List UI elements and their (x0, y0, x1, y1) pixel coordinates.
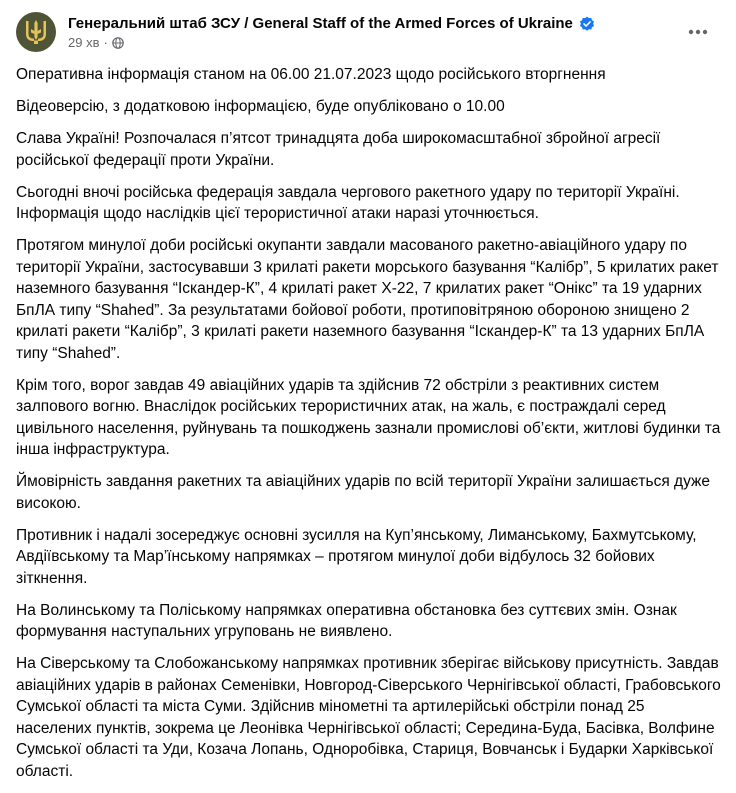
verified-badge-icon (579, 16, 595, 32)
post-paragraph: Протягом минулої доби російські окупанти завдали масованого ракетно-авіаційного удару по території України, застосувавши 3 крилаті ракети морського базування “Калібр”, 5 крилатих ракет наземного базування “Іскандер-К”, 4 крилаті ракет Х-22, 7 крилатих ракет “Онікс” та 19 ударних БпЛА типу “Shahed”. За результатами бойової роботи, протиповітряною обороною знищено 2 крилаті ракети “Калібр”, 3 крилаті ракети наземного базування “Іскандер-К” та 13 ударних БпЛА типу “Shahed”. (16, 237, 719, 362)
post-header (16, 12, 720, 56)
more-options-button[interactable] (680, 14, 716, 50)
post-author[interactable] (68, 14, 595, 34)
post-body (16, 64, 722, 793)
globe-icon (112, 37, 124, 49)
post-paragraph: Відеоверсію, з додатковою інформацією, буде опубліковано о 10.00 (16, 98, 505, 115)
more-options-icon (688, 29, 708, 35)
post-author-name[interactable]: Генеральний штаб ЗСУ / General Staff of the Armed Forces of Ukraine (68, 15, 573, 32)
post-paragraph: На Волинському та Поліському напрямках оперативна обстановка без суттєвих змін. Ознак формування наступальних угруповань не виявлено. (16, 601, 677, 640)
post-paragraph: Ймовірність завдання ракетних та авіаційних ударів по всій території України залишається дуже високою. (16, 473, 710, 512)
post-timestamp[interactable]: 29 хв (68, 35, 100, 50)
post-paragraph: На Сіверському та Слобожанському напрямках противник зберігає військову присутність. Завдав авіаційних ударів в районах Семенівки, Новгород-Сіверського Чернігівської області, Грабовського Сумської області та міста Суми. Здійснив мінометні та артилерійські обстріли понад 25 населених пунктів, зокрема це Леонівка Чернігівської області; Серединa-Буда, Басівка, Волфине Сумської області та Уди, Козача Лопань, Одноробівка, Стариця, Вовчанськ і Бударки Харківської області. (16, 655, 721, 780)
post-paragraph: Крім того, ворог завдав 49 авіаційних ударів та здійснив 72 обстріли з реактивних систем залпового вогню. Внаслідок російських терористичних атак, на жаль, є постраждалі серед цивільного населення, руйнувань та пошкоджень зазнали промислові об’єкти, житлові будинки та інша інфраструктура. (16, 376, 721, 458)
post-meta (68, 35, 124, 51)
post-paragraph: Противник і надалі зосереджує основні зусилля на Куп’янському, Лиманському, Бахмутському, Авдіївському та Мар’їнському напрямках – протягом минулої доби відбулось 32 бойових зіткнення. (16, 526, 697, 587)
post-paragraph: Слава Україні! Розпочалася п’ятсот тринадцята доба широкомасштабної збройної агресії російської федерації проти України. (16, 130, 661, 169)
page-avatar[interactable] (16, 12, 56, 52)
post-paragraph: Сьогодні вночі російська федерація завдала чергового ракетного удару по території Україні. Інформація щодо наслідків цієї терористичної атаки наразі уточнюється. (16, 183, 680, 222)
trident-emblem-icon (24, 19, 48, 45)
post-paragraph: Оперативна інформація станом на 06.00 21.07.2023 щодо російського вторгнення (16, 66, 606, 83)
meta-separator: · (103, 35, 108, 50)
